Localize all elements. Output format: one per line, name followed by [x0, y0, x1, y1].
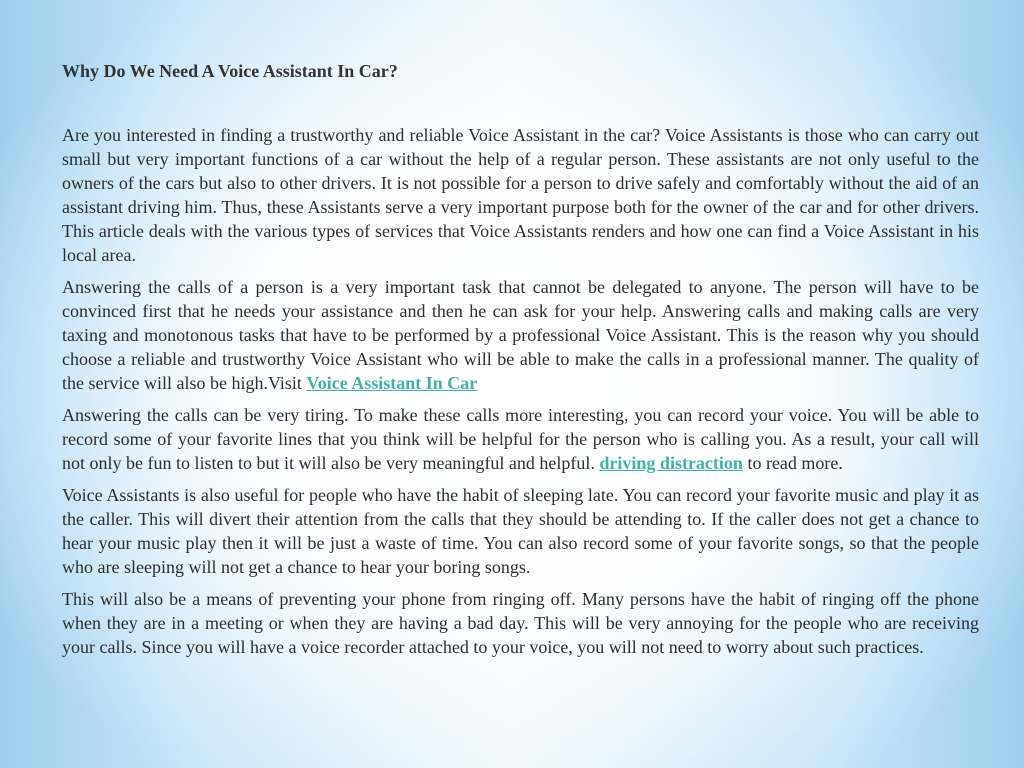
paragraph-record-voice — [62, 403, 979, 475]
paragraph-intro: Are you interested in finding a trustworthy and reliable Voice Assistant in the car? Voice Assistants is those who can carry out small but very important functions of a car without the help of a regular person. These assistants are not only useful to the owners of the cars but also to other drivers. It is not possible for a person to drive safely and comfortably without the aid of an assistant driving him. Thus, these Assistants serve a very important purpose both for the owner of the car and for other drivers. This article deals with the various types of services that Voice Assistants renders and how one can find a Voice Assistant in his local area. — [62, 125, 979, 265]
paragraph-answering-calls-text: Answering the calls of a person is a very important task that cannot be delegated to anyone. The person will have to be convinced first that he needs your assistance and then he can ask for your help. Answering calls and making calls are very taxing and monotonous tasks that have to be performed by a professional Voice Assistant. This is the reason why you should choose a reliable and trustworthy Voice Assistant who will be able to make the calls in a professional manner. The quality of the service will also be high.Visit — [62, 277, 979, 393]
paragraph-sleeping-late: Voice Assistants is also useful for people who have the habit of sleeping late. You can record your favorite music and play it as the caller. This will divert their attention from the calls that they should be attending to. If the caller does not get a chance to hear your music play then it will be just a waste of time. You can also record some of your favorite songs, so that the people who are sleeping will not get a chance to hear your boring songs. — [62, 485, 979, 577]
article-body — [62, 123, 979, 667]
paragraph-record-voice-text: Answering the calls can be very tiring. To make these calls more interesting, you can record your voice. You will be able to record some of your favorite lines that you think will be helpful for the person who is calling you. As a result, your call will not only be fun to listen to but it will also be very meaningful and helpful. — [62, 405, 979, 473]
page-title: Why Do We Need A Voice Assistant In Car? — [62, 61, 398, 81]
paragraph-answering-calls — [62, 275, 979, 395]
paragraph-ringing-off: This will also be a means of preventing your phone from ringing off. Many persons have the habit of ringing off the phone when they are in a meeting or when they are having a bad day. This will be very annoying for the people who are receiving your calls. Since you will have a voice recorder attached to your voice, you will not need to worry about such practices. — [62, 589, 979, 657]
voice-assistant-in-car-link[interactable]: Voice Assistant In Car — [306, 373, 478, 393]
paragraph-record-voice-suffix: to read more. — [742, 453, 843, 473]
driving-distraction-link[interactable]: driving distraction — [599, 453, 743, 473]
